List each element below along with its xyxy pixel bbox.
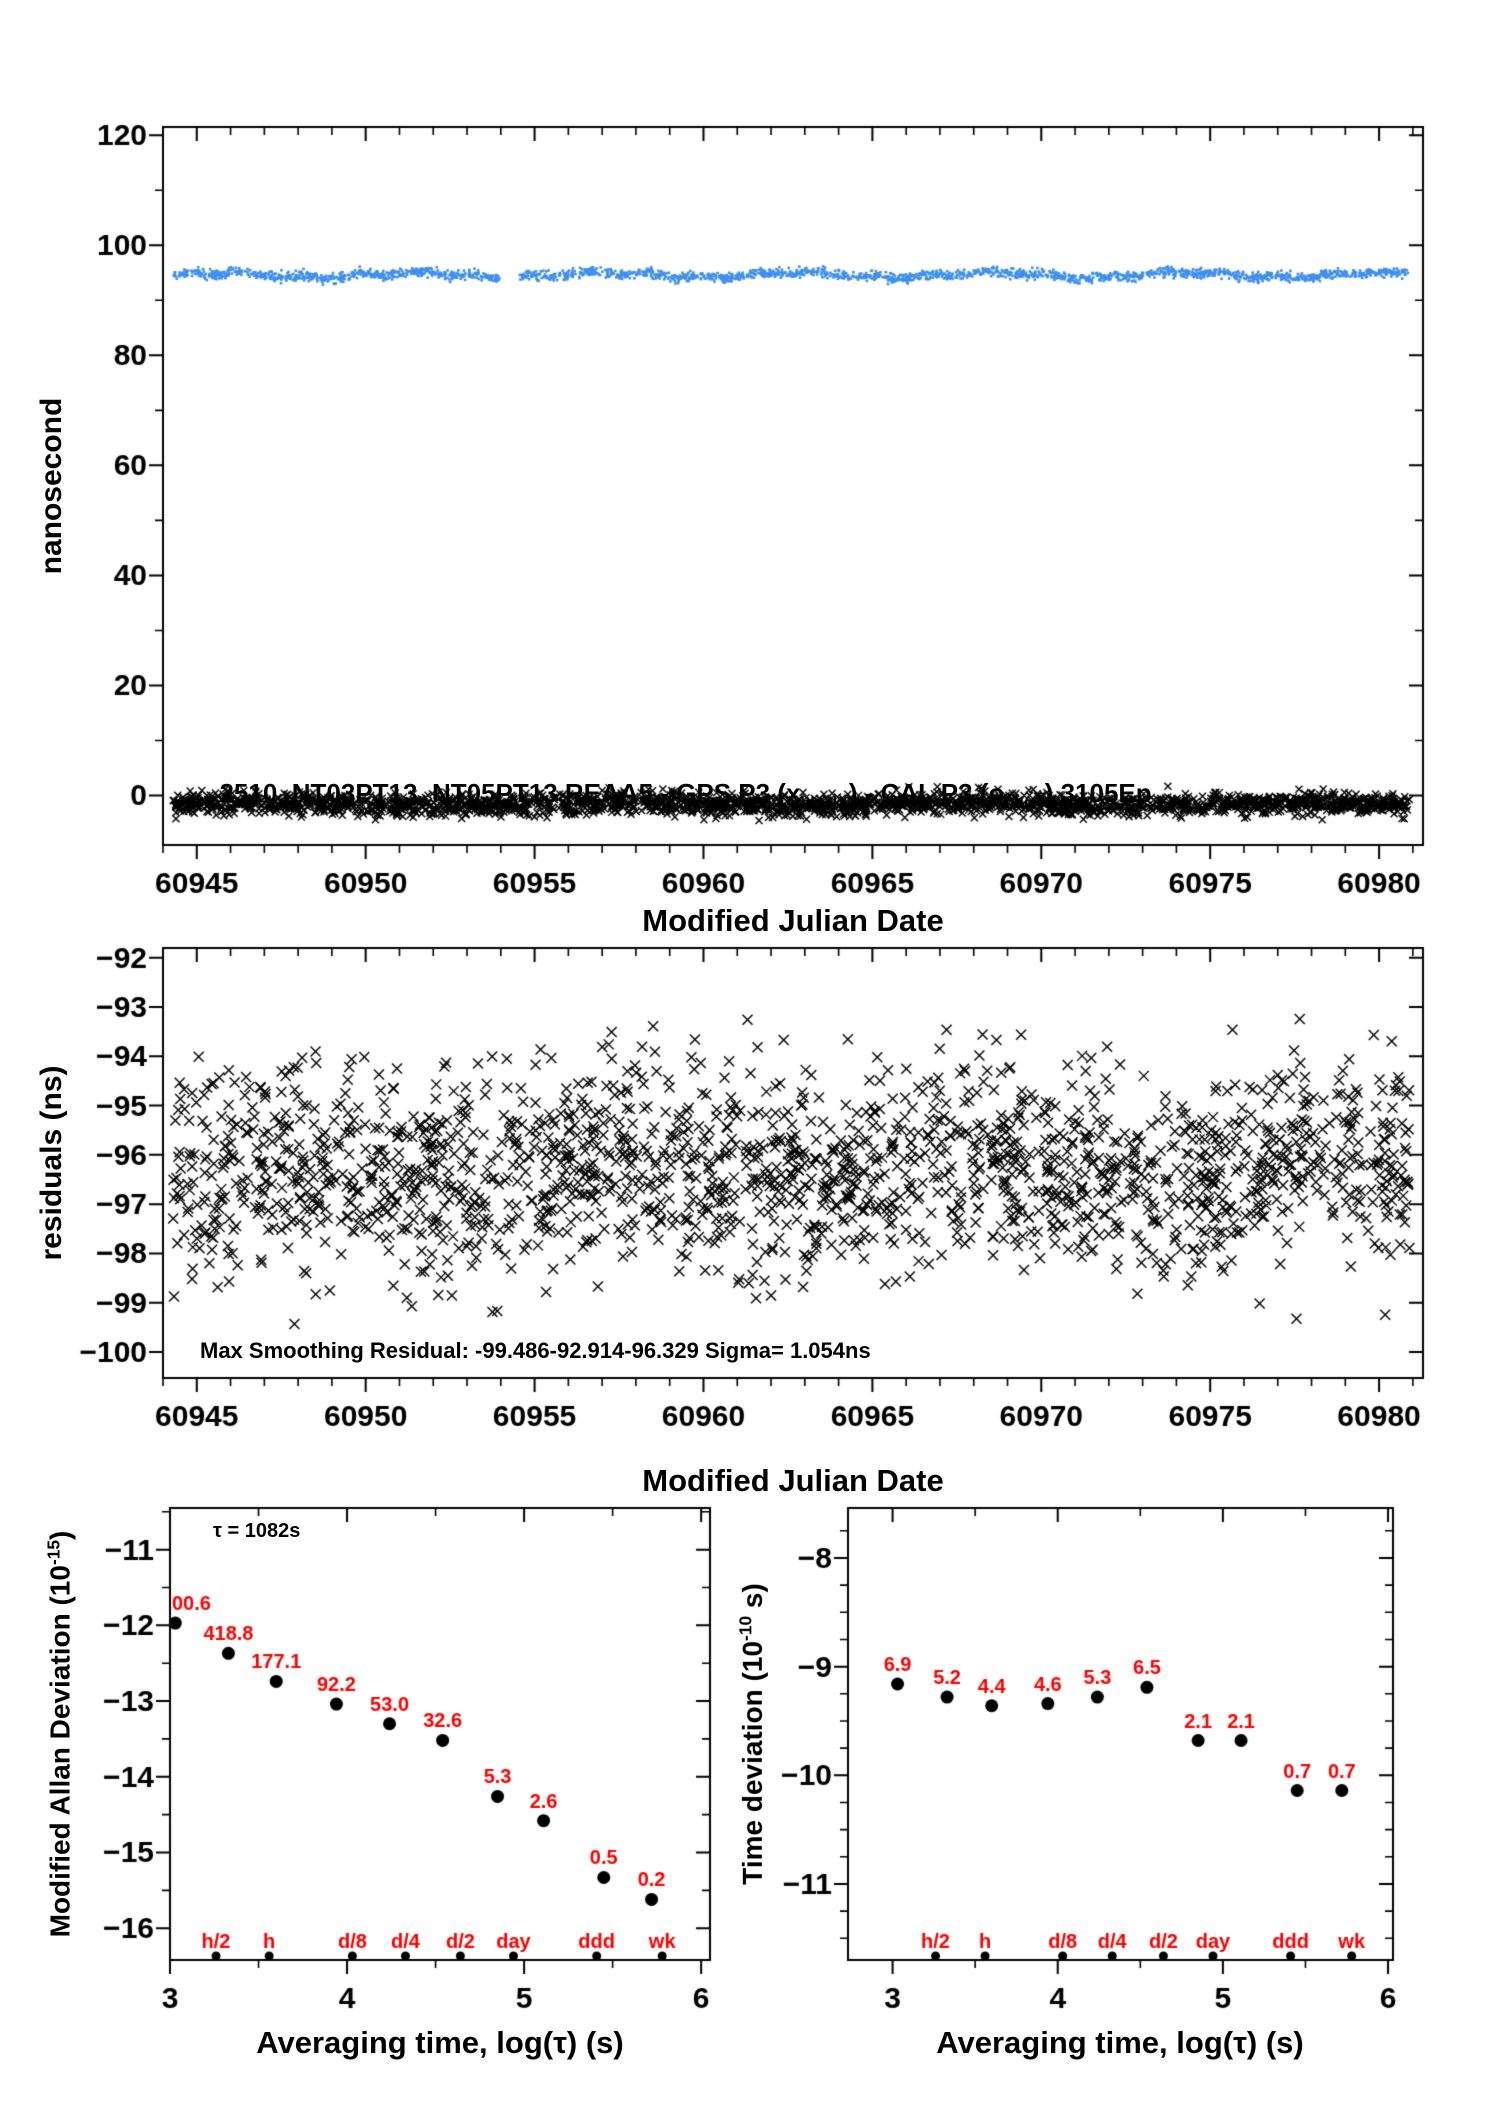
mdev-tau-annotation: τ = 1082s [213,1520,301,1542]
phase-plot-title: _2510_NT03PT13_NT05PT13 REAA5 - GPS P3 ($x_{black}$ ) - CAL P3 ($o_{blue}$ ) 3105Ep [205,778,1152,813]
residuals-y-axis-title: residuals (ns) [35,1065,68,1261]
mdev-y-axis-title: Modified Allan Deviation $(10^{-15})$ [43,1530,76,1938]
phase-x-axis-title: Modified Julian Date [642,903,944,938]
tdev-x-axis-title: Averaging time, log(τ) (s) [936,2025,1304,2060]
mdev-x-axis-title: Averaging time, log(τ) (s) [256,2025,624,2060]
phase-y-axis-title: nanosecond [35,397,68,575]
residuals-annotation: Max Smoothing Residual: -99.486-92.914-96.329 Sigma= 1.054ns [200,1338,871,1363]
tdev-y-axis-title: Time deviation ($10^{-10}$ s) [735,1583,768,1885]
residuals-x-axis-title: Modified Julian Date [642,1463,944,1498]
